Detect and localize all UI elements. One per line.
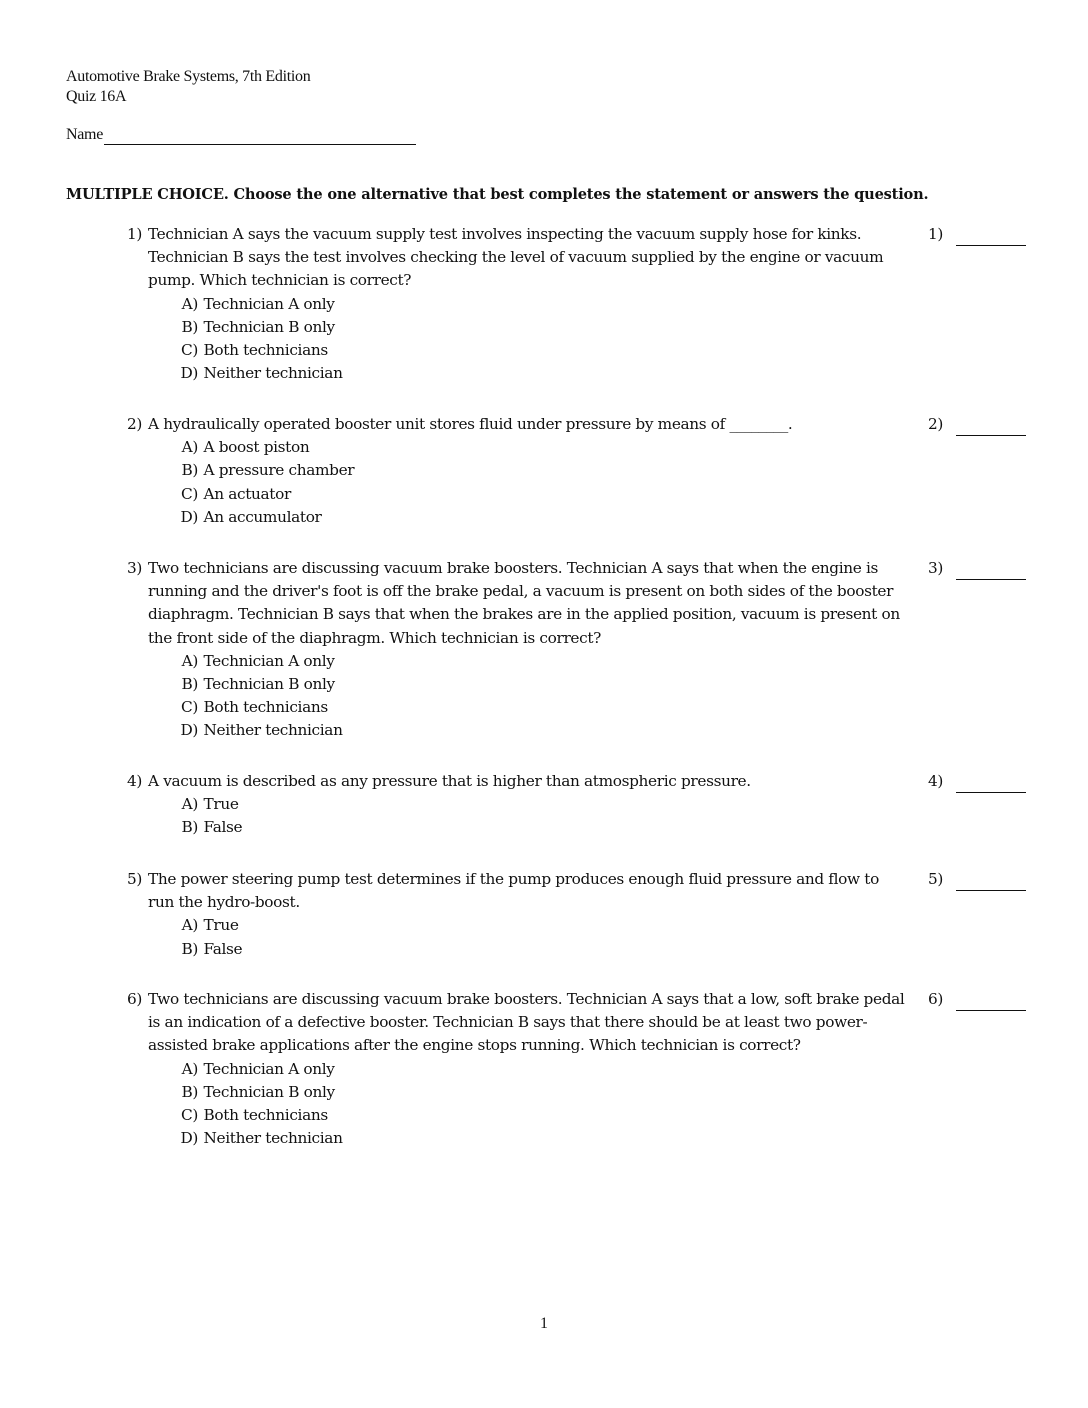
question-4 bbox=[127, 770, 1087, 840]
question-text: The power steering pump test determines if the pump produces enough fluid pressure and flow to run the hydro-boost. bbox=[148, 870, 879, 912]
question-text: A vacuum is described as any pressure that is higher than atmospheric pressure. bbox=[148, 772, 751, 790]
question-5 bbox=[127, 868, 1087, 961]
option-letter: A) bbox=[181, 438, 198, 457]
option-letter: D) bbox=[180, 1129, 198, 1148]
answer-number: 2) bbox=[928, 415, 944, 433]
option-text: A boost piston bbox=[203, 438, 310, 457]
question-number: 3) bbox=[127, 559, 143, 577]
course-title: Automotive Brake Systems, 7th Edition bbox=[66, 68, 311, 85]
option-letter: A) bbox=[181, 1059, 198, 1078]
question-number: 2) bbox=[127, 415, 143, 433]
option-b bbox=[173, 673, 1087, 696]
question-1 bbox=[127, 223, 1087, 385]
answer-blank-line[interactable] bbox=[956, 874, 1026, 891]
option-letter: D) bbox=[180, 721, 198, 740]
option-letter: C) bbox=[181, 340, 198, 359]
option-letter: B) bbox=[181, 1082, 198, 1101]
option-text: True bbox=[203, 795, 239, 814]
option-text: False bbox=[203, 939, 243, 958]
answer-slot[interactable] bbox=[928, 988, 1026, 1011]
option-text: A pressure chamber bbox=[203, 461, 355, 480]
option-a bbox=[173, 436, 1087, 459]
option-d bbox=[173, 1127, 1087, 1150]
option-text: Technician B only bbox=[203, 317, 335, 336]
document-header bbox=[66, 67, 310, 107]
option-text: Technician A only bbox=[203, 1059, 335, 1078]
option-letter: B) bbox=[181, 317, 198, 336]
answer-slot[interactable] bbox=[928, 223, 1026, 246]
option-d bbox=[173, 362, 1087, 385]
question-number: 1) bbox=[127, 225, 143, 243]
option-c bbox=[173, 339, 1087, 362]
option-letter: B) bbox=[181, 818, 198, 837]
answer-number: 3) bbox=[928, 559, 944, 577]
option-a bbox=[173, 650, 1087, 673]
answer-slot[interactable] bbox=[928, 868, 1026, 891]
question-text: Two technicians are discussing vacuum brake boosters. Technician A says that when the engine is running and the driver's foot is off the brake pedal, a vacuum is present on both sides of the booster diaphragm. Technician B says that when the brakes are in the applied position, vacuum is present on the front side of the diaphragm. Which technician is correct? bbox=[148, 559, 900, 647]
question-number: 6) bbox=[127, 990, 143, 1008]
question-text: A hydraulically operated booster unit stores fluid under pressure by means of ________. bbox=[148, 415, 793, 433]
option-text: Both technicians bbox=[203, 698, 328, 717]
question-6 bbox=[127, 988, 1087, 1150]
option-c bbox=[173, 1104, 1087, 1127]
name-label: Name bbox=[66, 126, 104, 143]
option-letter: D) bbox=[180, 507, 198, 526]
option-text: An actuator bbox=[203, 484, 291, 503]
option-letter: B) bbox=[181, 939, 198, 958]
options-list bbox=[173, 650, 1087, 743]
option-d bbox=[173, 719, 1087, 742]
page-number: 1 bbox=[540, 1315, 548, 1332]
option-text: An accumulator bbox=[203, 507, 322, 526]
answer-slot[interactable] bbox=[928, 770, 1026, 793]
option-text: False bbox=[203, 818, 243, 837]
options-list bbox=[173, 793, 1087, 839]
answer-blank-line[interactable] bbox=[956, 229, 1026, 246]
options-list bbox=[173, 1058, 1087, 1151]
option-a bbox=[173, 793, 1087, 816]
option-letter: A) bbox=[181, 795, 198, 814]
instructions: MULTIPLE CHOICE. Choose the one alternative that best completes the statement or answers the question. bbox=[66, 186, 929, 203]
option-b bbox=[173, 1081, 1087, 1104]
answer-slot[interactable] bbox=[928, 413, 1026, 436]
option-a bbox=[173, 1058, 1087, 1081]
option-text: Technician B only bbox=[203, 1082, 335, 1101]
question-number: 5) bbox=[127, 870, 143, 888]
option-text: Both technicians bbox=[203, 340, 328, 359]
option-d bbox=[173, 506, 1087, 529]
answer-blank-line[interactable] bbox=[956, 419, 1026, 436]
options-list bbox=[173, 436, 1087, 529]
option-c bbox=[173, 696, 1087, 719]
answer-blank-line[interactable] bbox=[956, 994, 1026, 1011]
option-text: True bbox=[203, 916, 239, 935]
option-b bbox=[173, 816, 1087, 839]
option-b bbox=[173, 938, 1087, 961]
option-text: Technician A only bbox=[203, 651, 335, 670]
answer-number: 1) bbox=[928, 225, 944, 243]
option-text: Neither technician bbox=[203, 364, 343, 383]
question-text: Two technicians are discussing vacuum brake boosters. Technician A says that a low, soft brake pedal is an indication of a defective booster. Technician B says that there should be at least two power-assisted brake applications after the engine stops running. Which technician is correct? bbox=[148, 990, 905, 1055]
answer-number: 6) bbox=[928, 990, 944, 1008]
question-3 bbox=[127, 557, 1087, 743]
name-field-row bbox=[66, 125, 416, 145]
option-a bbox=[173, 293, 1087, 316]
option-text: Both technicians bbox=[203, 1105, 328, 1124]
option-letter: B) bbox=[181, 675, 198, 693]
question-2 bbox=[127, 413, 1087, 529]
answer-number: 5) bbox=[928, 870, 944, 888]
option-a bbox=[173, 914, 1087, 937]
option-text: Neither technician bbox=[203, 1129, 343, 1148]
answer-blank-line[interactable] bbox=[956, 776, 1026, 793]
option-c bbox=[173, 483, 1087, 506]
answer-blank-line[interactable] bbox=[956, 563, 1026, 580]
question-text: Technician A says the vacuum supply test involves inspecting the vacuum supply hose for kinks. Technician B says the test involves checking the level of vacuum supplied by the engine or vacuum pump. Which technician is correct? bbox=[148, 225, 884, 290]
option-b bbox=[173, 316, 1087, 339]
options-list bbox=[173, 914, 1087, 960]
option-letter: B) bbox=[181, 461, 198, 480]
options-list bbox=[173, 293, 1087, 386]
option-b bbox=[173, 459, 1087, 482]
option-text: Technician B only bbox=[203, 675, 335, 693]
option-letter: A) bbox=[181, 916, 198, 935]
option-text: Neither technician bbox=[203, 721, 343, 740]
question-number: 4) bbox=[127, 772, 143, 790]
answer-number: 4) bbox=[928, 772, 944, 790]
option-letter: C) bbox=[181, 484, 198, 503]
option-text: Technician A only bbox=[203, 294, 335, 313]
option-letter: D) bbox=[180, 364, 198, 383]
answer-slot[interactable] bbox=[928, 557, 1026, 580]
name-blank-line[interactable] bbox=[104, 126, 416, 145]
option-letter: A) bbox=[181, 651, 198, 670]
option-letter: C) bbox=[181, 1105, 198, 1124]
option-letter: A) bbox=[181, 294, 198, 313]
quiz-title: Quiz 16A bbox=[66, 88, 127, 105]
option-letter: C) bbox=[181, 698, 198, 717]
